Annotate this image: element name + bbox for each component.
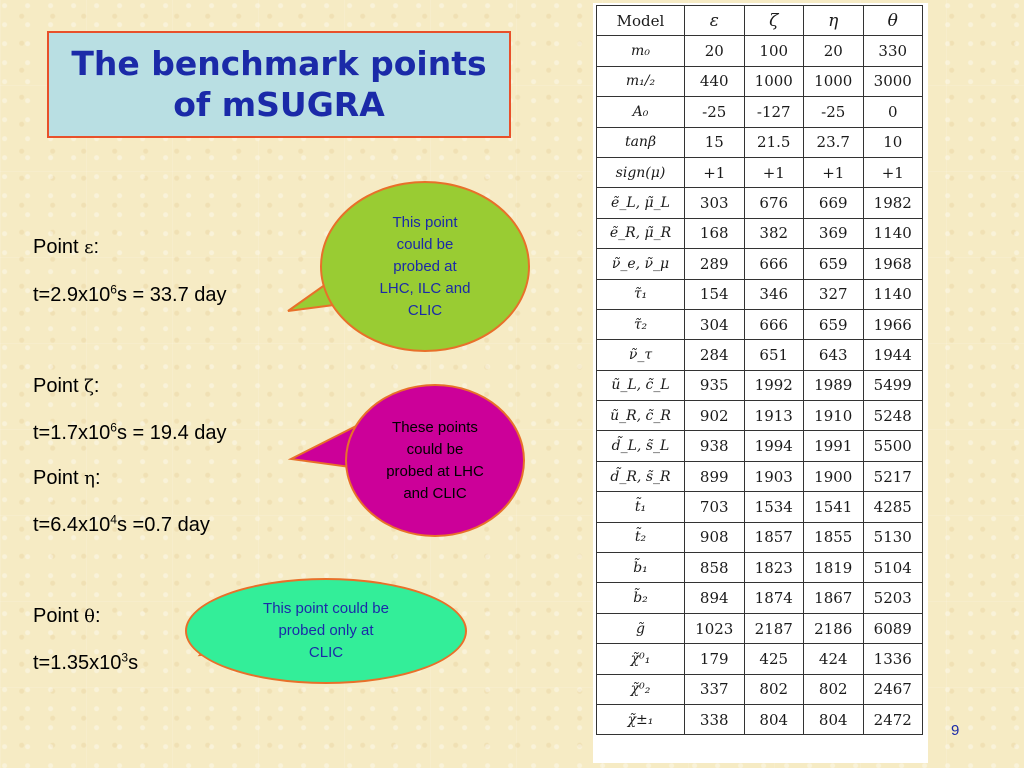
table-row-label: ũ_R, c̃_R xyxy=(597,401,685,431)
table-row xyxy=(597,279,923,309)
point-eta-label: Point η: xyxy=(33,467,101,489)
table-cell: 894 xyxy=(685,583,745,613)
table-row-label: b̃₁ xyxy=(597,553,685,583)
table-cell: -25 xyxy=(804,97,864,127)
table-cell: 382 xyxy=(744,218,804,248)
table-cell: 1855 xyxy=(804,522,864,552)
table-cell: 2187 xyxy=(744,613,804,643)
table-row-label: ν̃_e, ν̃_μ xyxy=(597,249,685,279)
table-row-label: ẽ_L, μ̃_L xyxy=(597,188,685,218)
table-cell: 168 xyxy=(685,218,745,248)
table-cell: 5130 xyxy=(863,522,923,552)
table-row xyxy=(597,97,923,127)
table-row-label: d̃_L, s̃_L xyxy=(597,431,685,461)
table-row xyxy=(597,370,923,400)
table-cell: 659 xyxy=(804,249,864,279)
table-cell: 669 xyxy=(804,188,864,218)
table-cell: 1994 xyxy=(744,431,804,461)
point-zeta-label: Point ζ: xyxy=(33,375,100,397)
table-cell: 1910 xyxy=(804,401,864,431)
table-row xyxy=(597,431,923,461)
table-cell: 804 xyxy=(744,704,804,734)
table-cell: 425 xyxy=(744,644,804,674)
table-row-label: m₀ xyxy=(597,36,685,66)
table-cell: 1991 xyxy=(804,431,864,461)
table-row-label: ẽ_R, μ̃_R xyxy=(597,218,685,248)
title-line-1: The benchmark points xyxy=(71,44,487,83)
table-cell: 337 xyxy=(685,674,745,704)
table-row-label: sign(μ) xyxy=(597,157,685,187)
header-cell: ζ xyxy=(744,6,804,36)
table-cell: 1857 xyxy=(744,522,804,552)
table-cell: 23.7 xyxy=(804,127,864,157)
point-theta-label: Point θ: xyxy=(33,605,101,627)
table-cell: 20 xyxy=(685,36,745,66)
table-cell: 289 xyxy=(685,249,745,279)
table-cell: 659 xyxy=(804,309,864,339)
table-cell: 1541 xyxy=(804,492,864,522)
table-cell: 4285 xyxy=(863,492,923,522)
table-row xyxy=(597,157,923,187)
table-row-label: ν̃_τ xyxy=(597,340,685,370)
table-cell: 1944 xyxy=(863,340,923,370)
table-cell: 1023 xyxy=(685,613,745,643)
table-row xyxy=(597,218,923,248)
table-cell: 1534 xyxy=(744,492,804,522)
table-cell: 1140 xyxy=(863,279,923,309)
table-cell: +1 xyxy=(744,157,804,187)
table-row xyxy=(597,249,923,279)
callout-bubble-lhc-ilc-clic: This point could be probed at LHC, ILC and CLIC xyxy=(320,181,530,352)
title-line-2: of mSUGRA xyxy=(173,85,385,124)
table-cell: 3000 xyxy=(863,66,923,96)
table-cell: 1140 xyxy=(863,218,923,248)
table-cell: 5499 xyxy=(863,370,923,400)
point-epsilon-label: Point ε: xyxy=(33,236,100,258)
table-cell: +1 xyxy=(804,157,864,187)
table-cell: 20 xyxy=(804,36,864,66)
table-row xyxy=(597,36,923,66)
table-cell: 5500 xyxy=(863,431,923,461)
table-cell: 346 xyxy=(744,279,804,309)
header-cell: θ xyxy=(863,6,923,36)
table-row xyxy=(597,644,923,674)
table-row-label: τ̃₂ xyxy=(597,309,685,339)
page-number: 9 xyxy=(951,722,960,739)
table-cell: 908 xyxy=(685,522,745,552)
table-row xyxy=(597,583,923,613)
table-cell: 338 xyxy=(685,704,745,734)
table-cell: 440 xyxy=(685,66,745,96)
table-cell: 5217 xyxy=(863,461,923,491)
table-row xyxy=(597,553,923,583)
table-cell: 2186 xyxy=(804,613,864,643)
table-row xyxy=(597,522,923,552)
table-cell: 369 xyxy=(804,218,864,248)
table-row-label: χ̃⁰₁ xyxy=(597,644,685,674)
table-row-label: t̃₂ xyxy=(597,522,685,552)
table-cell: 6089 xyxy=(863,613,923,643)
table-cell: 303 xyxy=(685,188,745,218)
table-row-label: τ̃₁ xyxy=(597,279,685,309)
table-cell: 1989 xyxy=(804,370,864,400)
table-cell: 2472 xyxy=(863,704,923,734)
header-cell: Model xyxy=(597,6,685,36)
table-cell: 0 xyxy=(863,97,923,127)
table-cell: 5203 xyxy=(863,583,923,613)
point-theta-time: $t=1.35x10^3s$ xyxy=(33,650,139,674)
table-cell: +1 xyxy=(863,157,923,187)
table-cell: 21.5 xyxy=(744,127,804,157)
table-row-label: A₀ xyxy=(597,97,685,127)
table-cell: 1000 xyxy=(804,66,864,96)
benchmark-table xyxy=(596,5,923,735)
table-cell: 1992 xyxy=(744,370,804,400)
table-cell: 284 xyxy=(685,340,745,370)
table-row-label: t̃₁ xyxy=(597,492,685,522)
table-cell: 10 xyxy=(863,127,923,157)
table-cell: 327 xyxy=(804,279,864,309)
table-cell: 100 xyxy=(744,36,804,66)
table-header-row xyxy=(597,6,923,36)
table-cell: 424 xyxy=(804,644,864,674)
table-row-label: b̃₂ xyxy=(597,583,685,613)
point-eta-time: $t=6.4x10^4s =0.7$ day xyxy=(33,512,210,536)
table-cell: 1968 xyxy=(863,249,923,279)
table-cell: 2467 xyxy=(863,674,923,704)
table-cell: -25 xyxy=(685,97,745,127)
table-row xyxy=(597,188,923,218)
table-cell: 1336 xyxy=(863,644,923,674)
table-row xyxy=(597,309,923,339)
table-cell: 802 xyxy=(744,674,804,704)
header-cell: ε xyxy=(685,6,745,36)
table-row xyxy=(597,401,923,431)
header-cell: η xyxy=(804,6,864,36)
table-cell: 179 xyxy=(685,644,745,674)
table-cell: 1913 xyxy=(744,401,804,431)
point-epsilon-time: $t=2.9x10^6s = 33.7$ day xyxy=(33,282,227,306)
table-row xyxy=(597,704,923,734)
callout-bubble-clic-only: This point could be probed only at CLIC xyxy=(185,578,467,684)
table-cell: 1000 xyxy=(744,66,804,96)
table-row-label: tanβ xyxy=(597,127,685,157)
table-cell: 666 xyxy=(744,309,804,339)
table-cell: 858 xyxy=(685,553,745,583)
table-cell: 330 xyxy=(863,36,923,66)
table-cell: 1874 xyxy=(744,583,804,613)
table-cell: 666 xyxy=(744,249,804,279)
table-cell: 154 xyxy=(685,279,745,309)
table-row xyxy=(597,340,923,370)
table-cell: 1867 xyxy=(804,583,864,613)
table-cell: 802 xyxy=(804,674,864,704)
table-cell: 5248 xyxy=(863,401,923,431)
table-cell: 643 xyxy=(804,340,864,370)
point-zeta-time: $t=1.7x10^6s = 19.4$ day xyxy=(33,420,227,444)
table-cell: -127 xyxy=(744,97,804,127)
table-cell: 938 xyxy=(685,431,745,461)
table-cell: 899 xyxy=(685,461,745,491)
table-cell: 703 xyxy=(685,492,745,522)
table-row-label: χ̃±₁ xyxy=(597,704,685,734)
callout-bubble-lhc-clic: These points could be probed at LHC and CLIC xyxy=(345,384,525,537)
table-row xyxy=(597,613,923,643)
table-cell: 1900 xyxy=(804,461,864,491)
table-row-label: d̃_R, s̃_R xyxy=(597,461,685,491)
table-cell: 1966 xyxy=(863,309,923,339)
table-cell: 1823 xyxy=(744,553,804,583)
table-row-label: m₁/₂ xyxy=(597,66,685,96)
table-cell: +1 xyxy=(685,157,745,187)
table-cell: 5104 xyxy=(863,553,923,583)
table-cell: 935 xyxy=(685,370,745,400)
table-cell: 1819 xyxy=(804,553,864,583)
table-cell: 676 xyxy=(744,188,804,218)
table-row xyxy=(597,66,923,96)
table-row xyxy=(597,461,923,491)
table-cell: 15 xyxy=(685,127,745,157)
table-row-label: χ̃⁰₂ xyxy=(597,674,685,704)
benchmark-table-panel xyxy=(593,3,928,763)
table-cell: 902 xyxy=(685,401,745,431)
table-cell: 304 xyxy=(685,309,745,339)
table-row-label: g̃ xyxy=(597,613,685,643)
table-row-label: ũ_L, c̃_L xyxy=(597,370,685,400)
table-cell: 1903 xyxy=(744,461,804,491)
table-cell: 804 xyxy=(804,704,864,734)
table-row xyxy=(597,674,923,704)
table-cell: 651 xyxy=(744,340,804,370)
table-cell: 1982 xyxy=(863,188,923,218)
table-row xyxy=(597,492,923,522)
table-row xyxy=(597,127,923,157)
